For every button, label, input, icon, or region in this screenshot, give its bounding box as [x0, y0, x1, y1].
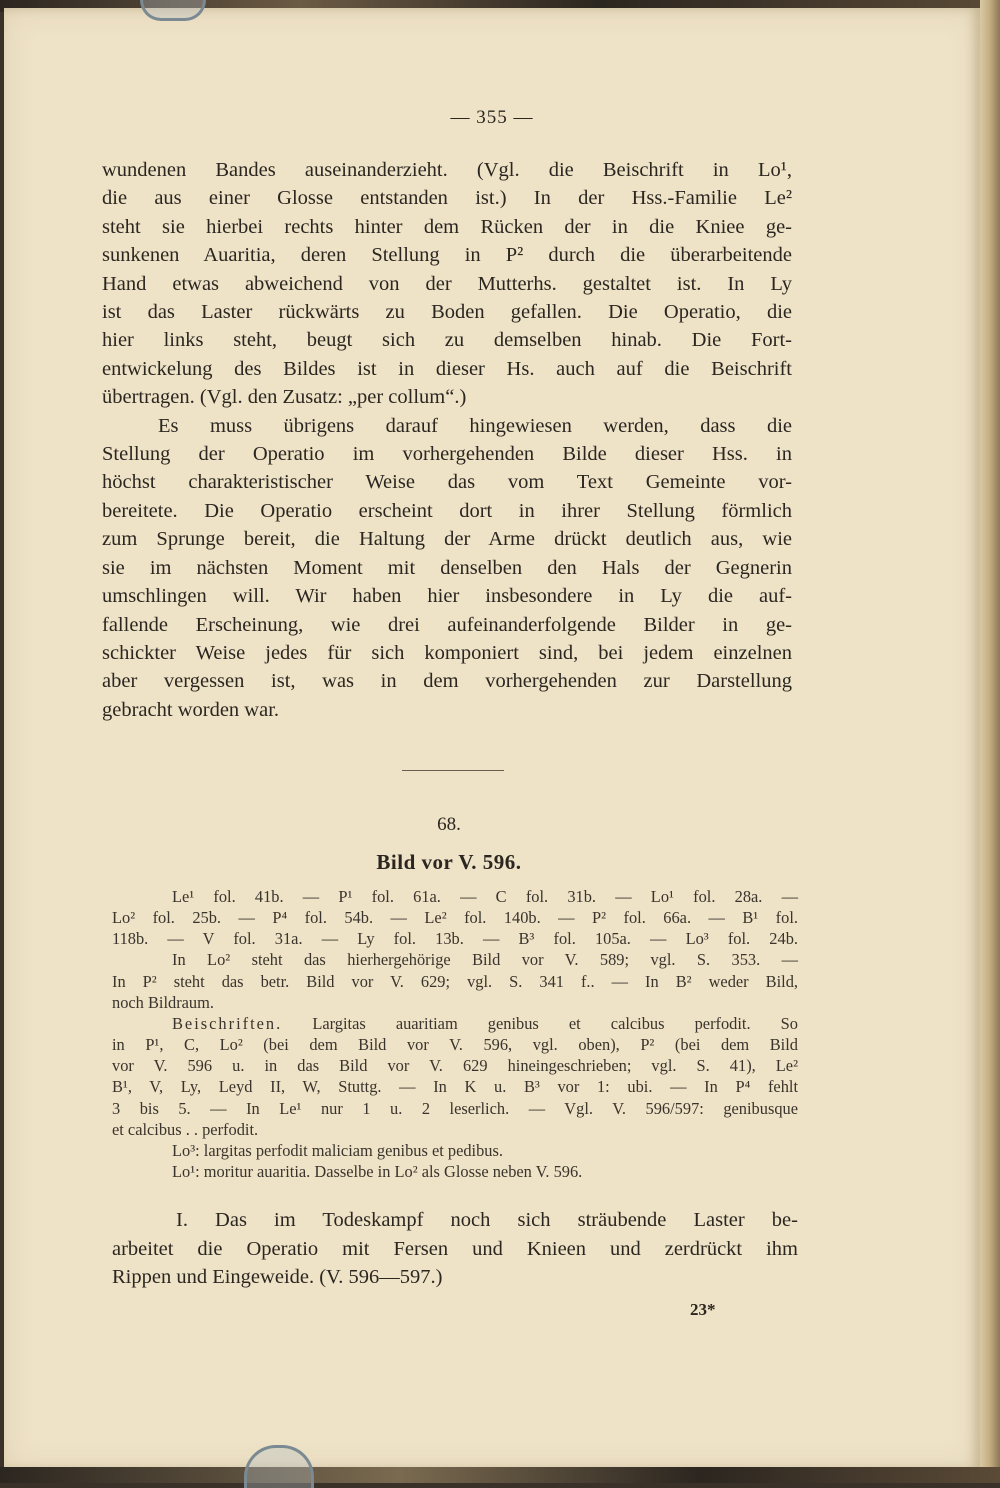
note-lead-word: Beischriften.: [172, 1013, 283, 1033]
commentary-text: [112, 1206, 798, 1292]
note-line: 3 bis 5. — In Le¹ nur 1 u. 2 leserlich. — Vgl. V. 596/597: genibusque: [112, 1098, 798, 1118]
text-line: gebracht worden war.: [102, 698, 280, 721]
note-line-text: Largitas auaritiam genibus et calcibus perfodit. So: [312, 1013, 798, 1033]
text-line: höchst charakteristischer Weise das vom Text Gemeinte vor-: [102, 471, 792, 494]
text-line: die aus einer Glosse entstanden ist.) In der Hss.-Familie Le²: [102, 187, 792, 210]
note-line: In Lo² steht das hierhergehörige Bild vor V. 589; vgl. S. 353. —: [172, 950, 798, 970]
text-line: sie im nächsten Moment mit denselben den Hals der Gegnerin: [102, 556, 792, 579]
text-line: schickter Weise jedes für sich komponiert sind, bei jedem einzelnen: [102, 641, 792, 664]
note-line: Lo¹: moritur auaritia. Dasselbe in Lo² als Glosse neben V. 596.: [172, 1162, 583, 1182]
text-line: hier links steht, beugt sich zu demselben hinab. Die Fort-: [102, 329, 792, 352]
book-binding-bottom: [0, 1467, 1000, 1483]
book-page: [4, 8, 980, 1470]
text-line: ist das Laster rückwärts zu Boden gefallen. Die Operatio, die: [102, 301, 792, 324]
text-line: Es muss übrigens darauf hingewiesen werden, dass die: [158, 414, 792, 437]
text-line: sunkenen Auaritia, deren Stellung in P² durch die überarbeitende: [102, 244, 792, 267]
text-line: Hand etwas abweichend von der Mutterhs. gestaltet ist. In Ly: [102, 272, 792, 295]
page-edge: [980, 0, 1000, 1483]
note-line: B¹, V, Ly, Leyd II, W, Stuttg. — In K u. B³ vor 1: ubi. — In P⁴ fehlt: [112, 1077, 798, 1097]
text-line: wundenen Bandes auseinanderzieht. (Vgl. die Beischrift in Lo¹,: [102, 159, 792, 181]
text-line: Stellung der Operatio im vorhergehenden Bilde dieser Hss. in: [102, 443, 792, 466]
body-text: [102, 156, 792, 724]
text-line: zum Sprunge bereit, die Haltung der Arme drückt deutlich aus, wie: [102, 528, 792, 551]
text-line: übertragen. (Vgl. den Zusatz: „per collum“.): [102, 386, 467, 409]
text-line: fallende Erscheinung, wie drei aufeinanderfolgende Bilder in ge-: [102, 613, 792, 636]
signature-mark: 23*: [690, 1300, 716, 1319]
note-line: In P² steht das betr. Bild vor V. 629; vgl. S. 341 f.. — In B² weder Bild,: [112, 971, 798, 991]
text-line: aber vergessen ist, was in dem vorhergehenden zur Darstellung: [102, 670, 792, 693]
text-line: umschlingen will. Wir haben hier insbesondere in Ly die auf-: [102, 585, 792, 608]
section-number: 68.: [437, 814, 461, 835]
text-line: entwickelung des Bildes ist in dieser Hs. auch auf die Beischrift: [102, 357, 792, 380]
text-line: Rippen und Eingeweide. (V. 596—597.): [112, 1266, 443, 1289]
section-title: Bild vor V. 596.: [376, 850, 522, 874]
manuscript-notes: [112, 886, 798, 1182]
note-line: Le¹ fol. 41b. — P¹ fol. 61a. — C fol. 31b. — Lo¹ fol. 28a. —: [172, 887, 798, 906]
page-number: — 355 —: [450, 107, 534, 128]
note-line: in P¹, C, Lo² (bei dem Bild vor V. 596, vgl. oben), P² (bei dem Bild: [112, 1035, 798, 1055]
text-line: arbeitet die Operatio mit Fersen und Knieen und zerdrückt ihm: [112, 1237, 798, 1260]
note-line: Lo² fol. 25b. — P⁴ fol. 54b. — Le² fol. 140b. — P² fol. 66a. — B¹ fol.: [112, 908, 798, 928]
text-line: I. Das im Todeskampf noch sich sträubende Laster be-: [176, 1209, 798, 1231]
note-line: [112, 1013, 798, 1034]
note-line: et calcibus . . perfodit.: [112, 1119, 259, 1139]
text-line: bereitete. Die Operatio erscheint dort in ihrer Stellung förmlich: [102, 499, 792, 522]
note-line: noch Bildraum.: [112, 992, 214, 1012]
text-line: steht sie hierbei rechts hinter dem Rücken der in die Kniee ge-: [102, 215, 792, 238]
section-divider: [402, 770, 504, 771]
note-line: 118b. — V fol. 31a. — Ly fol. 13b. — B³ fol. 105a. — Lo³ fol. 24b.: [112, 929, 798, 949]
note-line: vor V. 596 u. in das Bild vor V. 629 hineingeschrieben; vgl. S. 41), Le²: [112, 1056, 798, 1076]
note-line: Lo³: largitas perfodit maliciam genibus et pedibus.: [172, 1140, 503, 1160]
